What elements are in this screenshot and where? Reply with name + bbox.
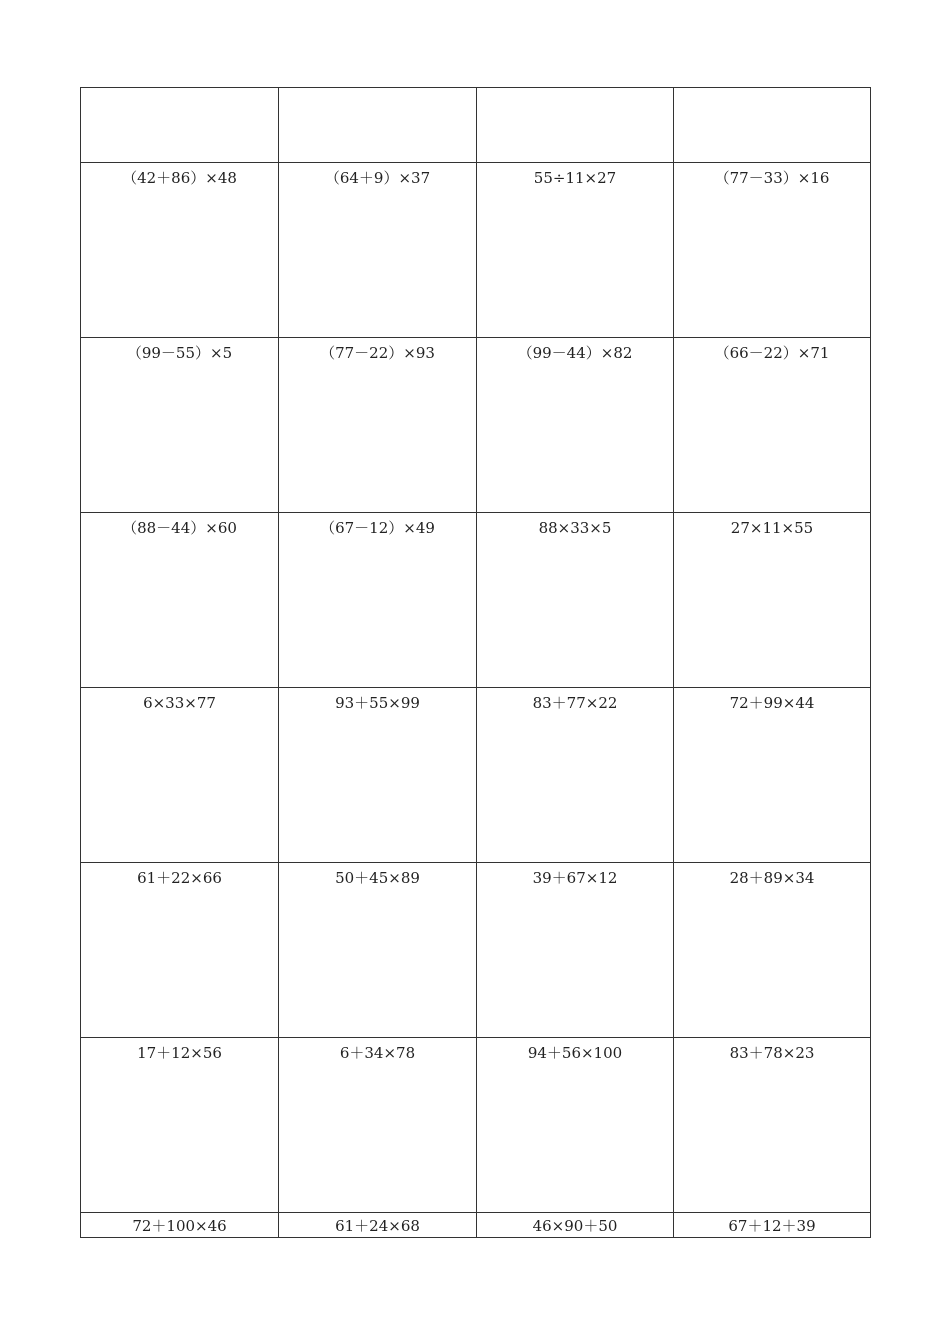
problem-expression: 72＋100×46	[132, 1217, 227, 1235]
problem-expression: 6×33×77	[143, 694, 216, 712]
problem-expression: 83＋78×23	[729, 1044, 815, 1062]
problem-cell	[279, 1213, 477, 1238]
problem-expression: 17＋12×56	[137, 1044, 222, 1062]
problem-expression: 46×90＋50	[532, 1217, 618, 1235]
problem-expression: （64＋9）×37	[324, 169, 431, 187]
problem-expression: 61＋22×66	[137, 869, 222, 887]
header-cell-text	[477, 88, 673, 94]
problem-cell	[279, 1038, 477, 1213]
header-cell	[81, 88, 279, 163]
problem-cell	[674, 688, 871, 863]
problem-cell	[279, 863, 477, 1038]
problem-cell	[477, 688, 674, 863]
problem-expression: 27×11×55	[730, 519, 814, 537]
problem-cell	[477, 1213, 674, 1238]
problem-cell	[674, 1038, 871, 1213]
problem-row	[81, 863, 871, 1038]
problem-expression: （42＋86）×48	[122, 169, 237, 187]
problem-expression: 83＋77×22	[532, 694, 618, 712]
problem-cell	[81, 163, 279, 338]
header-cell	[279, 88, 477, 163]
problem-cell	[674, 338, 871, 513]
problem-expression: （77－22）×93	[320, 344, 435, 362]
problem-expression: 6＋34×78	[339, 1044, 416, 1062]
problem-expression: 28＋89×34	[729, 869, 815, 887]
header-cell-text	[81, 88, 278, 94]
problem-expression: 67＋12＋39	[728, 1217, 816, 1235]
problem-row	[81, 688, 871, 863]
problem-cell	[477, 1038, 674, 1213]
problem-cell	[279, 338, 477, 513]
header-cell-text	[279, 88, 476, 94]
problem-cell	[477, 863, 674, 1038]
header-cell	[674, 88, 871, 163]
problem-expression: 94＋56×100	[527, 1044, 623, 1062]
problem-expression: 72＋99×44	[729, 694, 815, 712]
problem-cell	[674, 863, 871, 1038]
problem-expression: 93＋55×99	[335, 694, 420, 712]
problem-expression: （77－33）×16	[714, 169, 830, 187]
problem-expression: （67－12）×49	[320, 519, 435, 537]
problem-cell	[81, 338, 279, 513]
problem-cell	[674, 163, 871, 338]
problem-cell	[674, 1213, 871, 1238]
problem-expression: （66－22）×71	[714, 344, 830, 362]
problem-cell	[477, 513, 674, 688]
problem-row	[81, 513, 871, 688]
header-cell	[477, 88, 674, 163]
problem-expression: 88×33×5	[538, 519, 612, 537]
problem-expression: （99－44）×82	[517, 344, 633, 362]
problem-expression: （99－55）×5	[126, 344, 233, 362]
problem-cell	[81, 513, 279, 688]
problem-row	[81, 338, 871, 513]
problem-expression: 50＋45×89	[335, 869, 420, 887]
problem-cell	[81, 863, 279, 1038]
problem-cell	[81, 1038, 279, 1213]
problem-cell	[81, 688, 279, 863]
header-row	[81, 88, 871, 163]
problem-expression: 39＋67×12	[532, 869, 618, 887]
problem-cell	[279, 513, 477, 688]
problem-row	[81, 1038, 871, 1213]
problem-row	[81, 1213, 871, 1238]
problem-cell	[477, 338, 674, 513]
problem-expression: （88－44）×60	[122, 519, 237, 537]
header-cell-text	[674, 88, 870, 94]
problem-row	[81, 163, 871, 338]
worksheet-table	[80, 87, 871, 1238]
problem-cell	[674, 513, 871, 688]
problem-cell	[279, 163, 477, 338]
problem-expression: 55÷11×27	[533, 169, 617, 187]
problem-cell	[477, 163, 674, 338]
problem-expression: 61＋24×68	[335, 1217, 420, 1235]
problem-cell	[81, 1213, 279, 1238]
problem-cell	[279, 688, 477, 863]
